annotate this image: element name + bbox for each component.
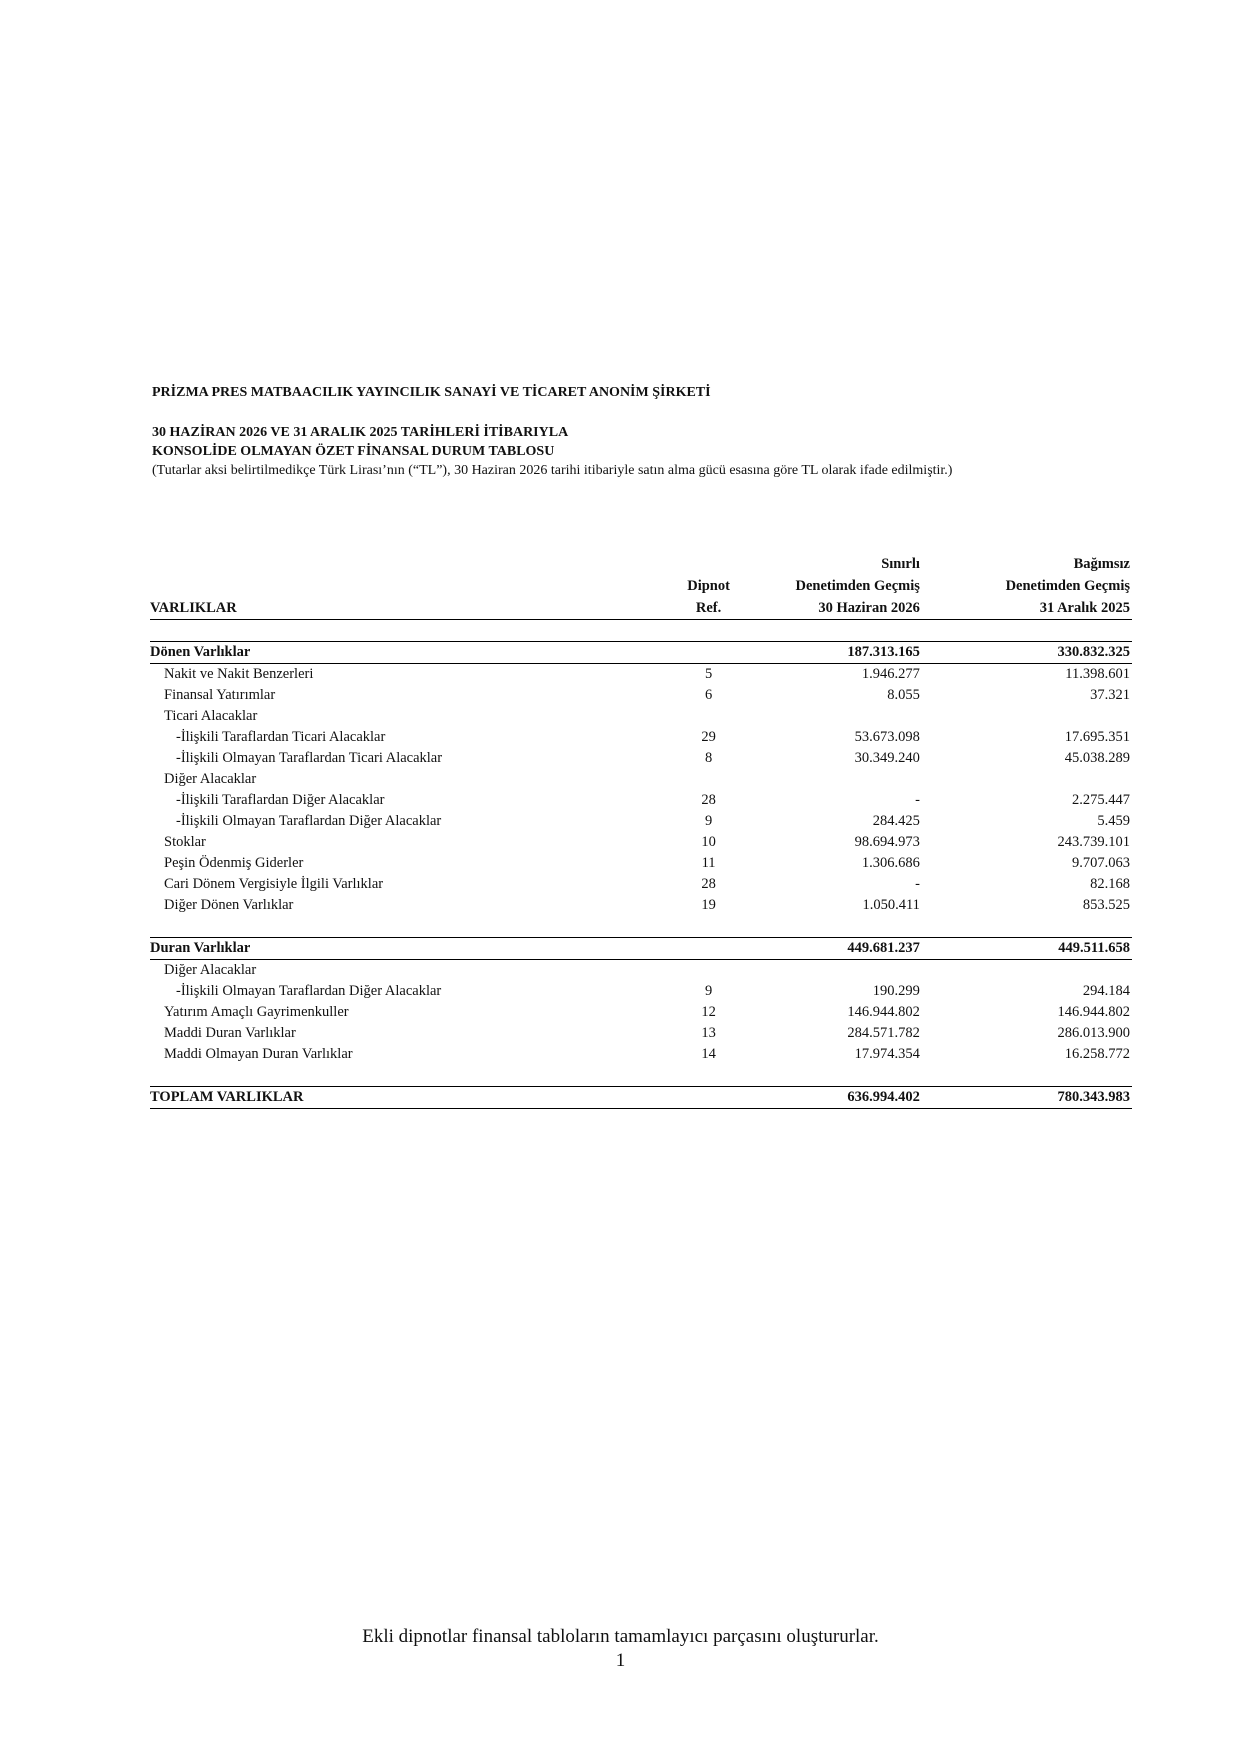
table-row: [150, 790, 1132, 811]
row-value-2026: [757, 706, 922, 727]
table-row: [150, 1002, 1132, 1023]
table-row: [150, 748, 1132, 769]
table-row: [150, 685, 1132, 706]
table-row: [150, 706, 1132, 727]
row-value-2025: 45.038.289: [1064, 750, 1130, 766]
row-value-2026: 1.050.411: [862, 897, 920, 913]
row-value-2025: 37.321: [1090, 687, 1130, 703]
company-name: PRİZMA PRES MATBAACILIK YAYINCILIK SANAYİ VE TİCARET ANONİM ŞİRKETİ: [152, 385, 711, 400]
table-row: [150, 960, 1132, 982]
col-a-header-line3: 30 Haziran 2026: [757, 597, 922, 620]
row-label: Finansal Yatırımlar: [164, 687, 276, 703]
statement-header: [152, 385, 1132, 479]
row-value-2025: 9.707.063: [1072, 855, 1130, 871]
row-label: Diğer Alacaklar: [164, 962, 257, 978]
row-value-2026: 17.974.354: [854, 1046, 920, 1062]
section-row-noncurrent-assets: [150, 938, 1132, 960]
row-value-2026: 284.425: [872, 813, 920, 829]
col-b-header-line1: Bağımsız: [1073, 556, 1130, 572]
row-value-2025: 82.168: [1090, 876, 1130, 892]
table-row: [150, 1044, 1132, 1065]
table-row: [150, 895, 1132, 916]
row-value-2026: 190.299: [872, 983, 920, 999]
row-label: -İlişkili Taraflardan Diğer Alacaklar: [176, 792, 385, 808]
row-label: Cari Dönem Vergisiyle İlgili Varlıklar: [164, 876, 384, 892]
row-note-ref: 28: [701, 792, 716, 808]
page-number: 1: [615, 1650, 626, 1671]
row-value-2025: 294.184: [1082, 983, 1130, 999]
row-value-2025: [922, 769, 1132, 790]
row-value-2026: 8.055: [887, 687, 920, 703]
row-note-ref: 9: [704, 813, 713, 829]
row-label: Diğer Dönen Varlıklar: [164, 897, 294, 913]
spacer: [150, 620, 1132, 642]
row-value-2026: 30.349.240: [854, 750, 920, 766]
ref-header-line2: Ref.: [660, 597, 756, 620]
row-note-ref: 13: [701, 1025, 716, 1041]
noncurrent-assets-section: [150, 938, 1132, 1066]
col-a-header-line2: Denetimden Geçmiş: [795, 578, 920, 594]
row-value-2025: [922, 706, 1132, 727]
statement-title: KONSOLİDE OLMAYAN ÖZET FİNANSAL DURUM TABLOSU: [152, 444, 555, 459]
row-label: Maddi Duran Varlıklar: [164, 1025, 296, 1041]
total-assets-row: [150, 1087, 1132, 1109]
table-row: [150, 832, 1132, 853]
assets-header: VARLIKLAR: [150, 597, 660, 620]
row-value-2025: 11.398.601: [1065, 666, 1130, 682]
total-label: TOPLAM VARLIKLAR: [150, 1087, 660, 1109]
row-label: Diğer Alacaklar: [164, 771, 257, 787]
row-value-2025: 853.525: [1082, 897, 1130, 913]
row-note-ref: 19: [701, 897, 716, 913]
row-value-2026: 98.694.973: [854, 834, 920, 850]
row-note-ref: 6: [704, 687, 713, 703]
row-value-2025: 146.944.802: [1057, 1004, 1130, 1020]
row-note-ref: 11: [701, 855, 716, 871]
row-note-ref: 9: [704, 983, 713, 999]
row-label: Maddi Olmayan Duran Varlıklar: [164, 1046, 353, 1062]
section-value-2025: 449.511.658: [922, 938, 1132, 960]
row-value-2025: [922, 960, 1132, 982]
row-value-2025: 2.275.447: [1072, 792, 1130, 808]
column-header-row-3: [150, 597, 1132, 620]
section-value-2026: 187.313.165: [757, 642, 922, 664]
row-note-ref: [660, 769, 756, 790]
row-value-2026: 1.306.686: [861, 855, 920, 871]
spacer: [150, 916, 1132, 938]
row-note-ref: [660, 960, 756, 982]
row-value-2026: 1.946.277: [861, 666, 920, 682]
row-label: Ticari Alacaklar: [164, 708, 258, 724]
column-header-row-1: [150, 553, 1132, 575]
table-row: [150, 1023, 1132, 1044]
row-value-2026: [757, 960, 922, 982]
table-row: [150, 769, 1132, 790]
row-note-ref: 8: [704, 750, 713, 766]
row-value-2026: -: [915, 876, 920, 892]
row-note-ref: 12: [701, 1004, 716, 1020]
column-header-row-2: [150, 575, 1132, 597]
row-value-2026: [757, 769, 922, 790]
row-label: -İlişkili Olmayan Taraflardan Diğer Alacaklar: [176, 983, 442, 999]
section-title: Dönen Varlıklar: [150, 642, 660, 664]
spacer: [150, 1065, 1132, 1087]
row-label: Peşin Ödenmiş Giderler: [164, 855, 304, 871]
row-value-2026: 146.944.802: [847, 1004, 920, 1020]
col-b-header-line3: 31 Aralık 2025: [922, 597, 1132, 620]
table-row: [150, 853, 1132, 874]
row-value-2025: 17.695.351: [1064, 729, 1130, 745]
total-value-2025: 780.343.983: [922, 1087, 1132, 1109]
section-value-2026: 449.681.237: [757, 938, 922, 960]
section-title: Duran Varlıklar: [150, 938, 660, 960]
row-label: -İlişkili Olmayan Taraflardan Diğer Alacaklar: [176, 813, 442, 829]
balance-sheet-table: [150, 553, 1132, 1109]
section-value-2025: 330.832.325: [922, 642, 1132, 664]
row-label: -İlişkili Olmayan Taraflardan Ticari Alacaklar: [176, 750, 443, 766]
row-label: Yatırım Amaçlı Gayrimenkuller: [164, 1004, 349, 1020]
row-value-2025: 16.258.772: [1064, 1046, 1130, 1062]
row-value-2025: 5.459: [1097, 813, 1130, 829]
table-row: [150, 664, 1132, 686]
table-row: [150, 874, 1132, 895]
row-value-2025: 243.739.101: [1057, 834, 1130, 850]
row-value-2026: 284.571.782: [847, 1025, 920, 1041]
total-value-2026: 636.994.402: [757, 1087, 922, 1109]
table-row: [150, 727, 1132, 748]
row-note-ref: 10: [701, 834, 716, 850]
row-note-ref: 5: [704, 666, 713, 682]
footer-note: Ekli dipnotlar finansal tabloların tamamlayıcı parçasını oluştururlar.: [362, 1626, 879, 1647]
row-label: -İlişkili Taraflardan Ticari Alacaklar: [176, 729, 386, 745]
row-value-2026: -: [915, 792, 920, 808]
table-row: [150, 811, 1132, 832]
col-a-header-line1: Sınırlı: [881, 556, 920, 572]
ref-header-line1: Dipnot: [687, 578, 730, 594]
row-note-ref: 14: [701, 1046, 716, 1062]
currency-note: (Tutarlar aksi belirtilmedikçe Türk Lirası’nın (“TL”), 30 Haziran 2026 tarihi itibariyle satın alma gücü esasına göre TL olarak ifade edilmiştir.): [152, 463, 953, 478]
row-value-2026: 53.673.098: [854, 729, 920, 745]
table-row: [150, 981, 1132, 1002]
row-note-ref: 28: [701, 876, 716, 892]
statement-date-title: 30 HAZİRAN 2026 VE 31 ARALIK 2025 TARİHLERİ İTİBARIYLA: [152, 425, 569, 440]
row-note-ref: [660, 706, 756, 727]
col-b-header-line2: Denetimden Geçmiş: [1005, 578, 1130, 594]
current-assets-section: [150, 642, 1132, 917]
row-label: Nakit ve Nakit Benzerleri: [164, 666, 314, 682]
row-label: Stoklar: [164, 834, 206, 850]
row-note-ref: 29: [701, 729, 716, 745]
section-row-current-assets: [150, 642, 1132, 664]
row-value-2025: 286.013.900: [1057, 1025, 1130, 1041]
